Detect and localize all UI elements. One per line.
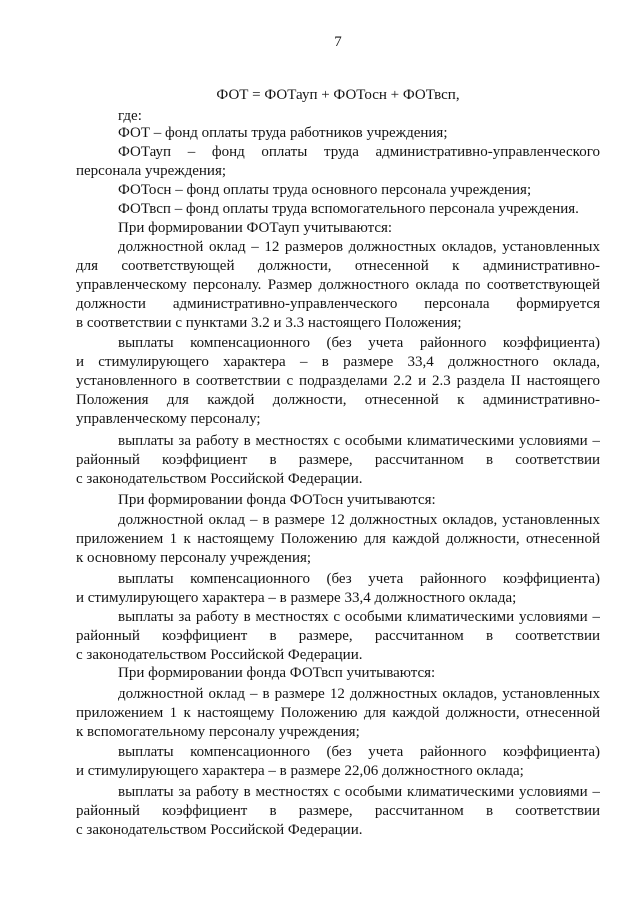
text-line: приложением 1 к настоящему Положению для каждой должности, отнесенной [76,705,600,721]
text-line: выплаты за работу в местностях с особыми климатическими условиями – [118,433,600,449]
formula: ФОТ = ФОТауп + ФОТосн + ФОТвсп, [216,87,460,103]
text-line: выплаты за работу в местностях с особыми климатическими условиями – [118,784,600,800]
text-line: с законодательством Российской Федерации. [76,822,363,838]
text-line: к вспомогательному персоналу учреждения; [76,724,360,740]
text-line: и стимулирующего характера – в размере 33,4 должностного оклада; [76,590,517,606]
text-line: выплаты компенсационного (без учета районного коэффициента) [118,571,600,587]
text-line: в соответствии с пунктами 3.2 и 3.3 настоящего Положения; [76,315,462,331]
text-line: ФОТауп – фонд оплаты труда административно-управленческого [118,144,600,160]
text-line: где: [118,108,142,124]
text-line: При формировании фонда ФОТосн учитываются: [118,492,436,508]
text-line: должностной оклад – в размере 12 должностных окладов, установленных [118,512,600,528]
text-line: для соответствующей должности, отнесенной к административно- [76,258,600,274]
text-line: При формировании фонда ФОТвсп учитываются: [118,665,436,681]
text-line: установленного в соответствии с подразделами 2.2 и 2.3 раздела II настоящего [76,373,600,389]
text-line: При формировании ФОТауп учитываются: [118,220,393,236]
text-line: и стимулирующего характера – в размере 22,06 должностного оклада; [76,763,524,779]
page-number: 7 [334,34,342,50]
text-line: выплаты за работу в местностях с особыми климатическими условиями – [118,609,600,625]
text-line: персонала учреждения; [76,163,227,179]
text-line: с законодательством Российской Федерации. [76,647,363,663]
text-line: управленческому персоналу; [76,411,261,427]
text-line: выплаты компенсационного (без учета районного коэффициента) [118,335,600,351]
text-line: районный коэффициент в размере, рассчитанном в соответствии [76,452,600,468]
text-line: и стимулирующего характера – в размере 33,4 должностного оклада, [76,354,600,370]
text-line: выплаты компенсационного (без учета районного коэффициента) [118,744,600,760]
text-line: районный коэффициент в размере, рассчитанном в соответствии [76,803,600,819]
text-line: ФОТвсп – фонд оплаты труда вспомогательного персонала учреждения. [118,201,579,217]
text-line: должности административно-управленческого персонала формируется [76,296,600,312]
text-line: должностной оклад – 12 размеров должностных окладов, установленных [118,239,600,255]
text-line: должностной оклад – в размере 12 должностных окладов, установленных [118,686,600,702]
text-line: Положения для каждой должности, отнесенной к административно- [76,392,600,408]
text-line: управленческому персоналу. Размер должностного оклада по соответствующей [76,277,600,293]
text-line: с законодательством Российской Федерации. [76,471,363,487]
text-line: районный коэффициент в размере, рассчитанном в соответствии [76,628,600,644]
text-line: ФОТ – фонд оплаты труда работников учреждения; [118,125,448,141]
text-line: ФОТосн – фонд оплаты труда основного персонала учреждения; [118,182,532,198]
text-line: приложением 1 к настоящему Положению для каждой должности, отнесенной [76,531,600,547]
text-line: к основному персоналу учреждения; [76,550,312,566]
